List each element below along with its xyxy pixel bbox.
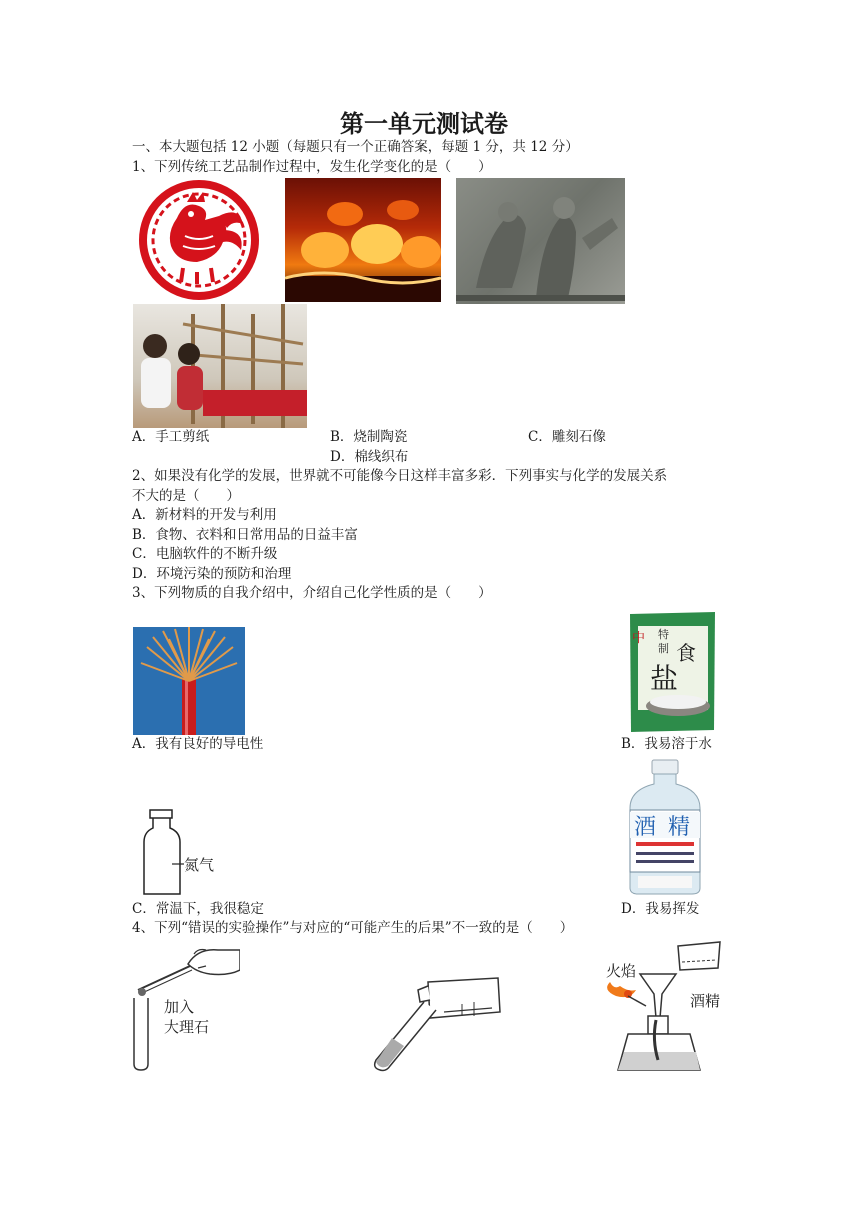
copper-wire-image xyxy=(133,627,245,735)
q2-option-b: B．食物、衣料和日常用品的日益丰富 xyxy=(132,527,358,543)
q3-option-b: B．我易溶于水 xyxy=(621,736,712,752)
q2-option-a: A．新材料的开发与利用 xyxy=(132,507,277,523)
q3-option-a: A．我有良好的导电性 xyxy=(132,736,264,752)
weaving-loom-workers-image xyxy=(133,304,307,428)
q2-option-c: C．电脑软件的不断升级 xyxy=(132,546,278,562)
salt-char-2: 制 xyxy=(658,642,669,655)
stone-carving-relief-image xyxy=(456,178,625,304)
salt-bag-image xyxy=(626,608,719,734)
flame-label: 火焰 xyxy=(606,962,637,980)
alcohol-char-2: 精 xyxy=(668,815,691,840)
q1-option-c: C．雕刻石像 xyxy=(528,429,606,445)
question-4-stem: 4、下列“错误的实验操作”与对应的“可能产生的后果”不一致的是（ ） xyxy=(132,920,574,936)
alcohol-char-1: 酒 xyxy=(634,815,657,840)
nitrogen-label: 氮气 xyxy=(184,856,215,874)
section-heading: 一、本大题包括 12 小题（每题只有一个正确答案，每题 1 分，共 12 分） xyxy=(132,139,579,155)
question-3-stem: 3、下列物质的自我介绍中，介绍自己化学性质的是（ ） xyxy=(132,585,492,601)
question-2-stem-line2: 不大的是（ ） xyxy=(132,488,240,504)
q3-option-c: C．常温下，我很稳定 xyxy=(132,901,264,917)
salt-char-1: 特 xyxy=(658,628,669,641)
salt-char-3: 食 xyxy=(676,641,696,665)
add-marble-label-1: 加入 xyxy=(164,998,195,1016)
question-1-stem: 1、下列传统工艺品制作过程中，发生化学变化的是（ ） xyxy=(132,159,492,175)
q3-option-d: D．我易挥发 xyxy=(621,901,700,917)
q1-option-d: D．棉线织布 xyxy=(330,449,409,465)
marble-tube-experiment-image xyxy=(128,944,240,1072)
salt-char-4: 盐 xyxy=(650,662,679,695)
salt-brand-label: 中 xyxy=(632,631,646,646)
q1-option-a: A．手工剪纸 xyxy=(132,429,210,445)
nitrogen-bottle-image xyxy=(138,808,228,898)
add-marble-label-2: 大理石 xyxy=(164,1018,210,1036)
pottery-firing-kiln-image xyxy=(285,178,441,302)
q1-option-b: B．烧制陶瓷 xyxy=(330,429,408,445)
paper-cutting-rooster-image xyxy=(133,178,265,302)
alcohol-bottle-image xyxy=(624,758,706,896)
alcohol-lamp-experiment-image xyxy=(598,940,730,1074)
question-2-stem-line1: 2、如果没有化学的发展，世界就不可能像今日这样丰富多彩．下列事实与化学的发展关系 xyxy=(132,468,668,484)
q2-option-d: D．环境污染的预防和治理 xyxy=(132,566,292,582)
page-title: 第一单元测试卷 xyxy=(340,110,508,138)
alcohol-label: 酒精 xyxy=(690,992,721,1010)
pouring-liquid-experiment-image xyxy=(364,972,504,1072)
